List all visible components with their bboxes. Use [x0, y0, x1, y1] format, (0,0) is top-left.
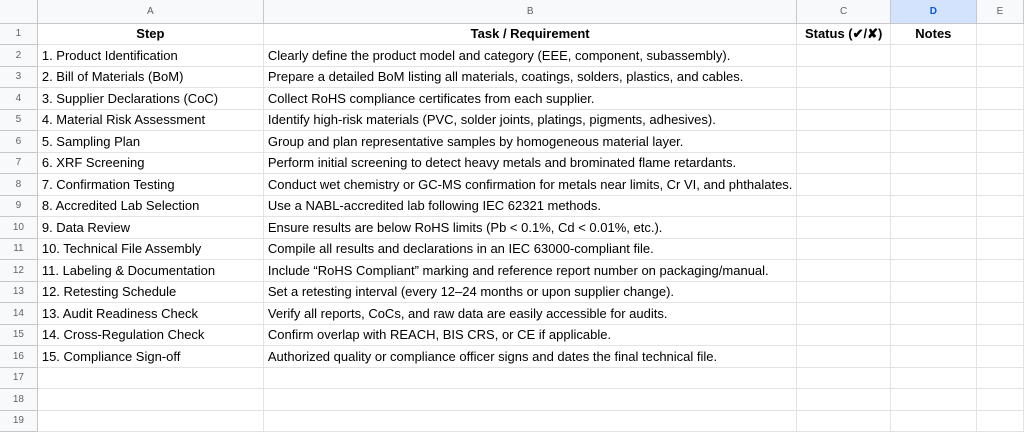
cell-empty[interactable]: [976, 45, 1023, 67]
cell-empty[interactable]: [976, 260, 1023, 282]
cell-empty[interactable]: [976, 66, 1023, 88]
row-number[interactable]: 18: [0, 389, 37, 411]
cell-notes[interactable]: [890, 303, 976, 325]
cell-status[interactable]: [797, 195, 890, 217]
cell-task[interactable]: Include “RoHS Compliant” marking and reference report number on packaging/manual.: [263, 260, 797, 282]
table-row: [0, 367, 1024, 389]
cell-notes[interactable]: [890, 281, 976, 303]
cell-notes[interactable]: [890, 88, 976, 110]
row-number[interactable]: 3: [0, 66, 37, 88]
cell-notes[interactable]: [890, 260, 976, 282]
row-number[interactable]: 12: [0, 260, 37, 282]
cell-empty[interactable]: [890, 389, 976, 411]
row-number[interactable]: 15: [0, 324, 37, 346]
cell-step[interactable]: 6. XRF Screening: [37, 152, 263, 174]
cell-notes[interactable]: [890, 174, 976, 196]
cell-header-status[interactable]: Status (✔/✘): [797, 23, 890, 45]
cell-empty[interactable]: [976, 324, 1023, 346]
cell-task[interactable]: Authorized quality or compliance officer signs and dates the final technical file.: [263, 346, 797, 368]
cell-notes[interactable]: [890, 238, 976, 260]
cell-empty[interactable]: [890, 410, 976, 432]
column-header-row: [0, 0, 1024, 23]
column-header-e[interactable]: E: [976, 0, 1023, 23]
cell-step[interactable]: 7. Confirmation Testing: [37, 174, 263, 196]
cell-task[interactable]: Set a retesting interval (every 12–24 months or upon supplier change).: [263, 281, 797, 303]
cell-empty[interactable]: [797, 367, 890, 389]
row-number[interactable]: 8: [0, 174, 37, 196]
cell-step[interactable]: 4. Material Risk Assessment: [37, 109, 263, 131]
row-number[interactable]: 4: [0, 88, 37, 110]
cell-notes[interactable]: [890, 346, 976, 368]
cell-status[interactable]: [797, 174, 890, 196]
table-row: [0, 281, 1024, 303]
cell-notes[interactable]: [890, 109, 976, 131]
cell-empty[interactable]: [797, 389, 890, 411]
cell-step[interactable]: 11. Labeling & Documentation: [37, 260, 263, 282]
cell-notes[interactable]: [890, 66, 976, 88]
cell-empty[interactable]: [976, 238, 1023, 260]
cell-header-step[interactable]: Step: [37, 23, 263, 45]
cell-empty[interactable]: [976, 131, 1023, 153]
table-row: [0, 303, 1024, 325]
row-number[interactable]: 9: [0, 195, 37, 217]
cell-notes[interactable]: [890, 324, 976, 346]
cell-status[interactable]: [797, 324, 890, 346]
table-row: [0, 131, 1024, 153]
table-row: [0, 66, 1024, 88]
cell-empty[interactable]: [976, 410, 1023, 432]
cell-status[interactable]: [797, 109, 890, 131]
cell-empty[interactable]: [263, 367, 797, 389]
row-number[interactable]: 6: [0, 131, 37, 153]
cell-task[interactable]: Use a NABL-accredited lab following IEC 62321 methods.: [263, 195, 797, 217]
table-row: [0, 217, 1024, 239]
column-header-b[interactable]: B: [263, 0, 797, 23]
cell-empty[interactable]: [37, 410, 263, 432]
cell-status[interactable]: [797, 281, 890, 303]
cell-notes[interactable]: [890, 217, 976, 239]
row-number[interactable]: 11: [0, 238, 37, 260]
table-row: [0, 389, 1024, 411]
cell-empty[interactable]: [976, 174, 1023, 196]
column-header-c[interactable]: C: [797, 0, 890, 23]
cell-status[interactable]: [797, 88, 890, 110]
row-number[interactable]: 2: [0, 45, 37, 67]
cell-status[interactable]: [797, 260, 890, 282]
column-header-d[interactable]: D: [890, 0, 976, 23]
cell-step[interactable]: 15. Compliance Sign-off: [37, 346, 263, 368]
row-number[interactable]: 10: [0, 217, 37, 239]
cell-step[interactable]: 14. Cross-Regulation Check: [37, 324, 263, 346]
cell-notes[interactable]: [890, 131, 976, 153]
cell-step[interactable]: 1. Product Identification: [37, 45, 263, 67]
cell-status[interactable]: [797, 45, 890, 67]
cell-status[interactable]: [797, 152, 890, 174]
cell-empty[interactable]: [976, 389, 1023, 411]
cell-task[interactable]: Confirm overlap with REACH, BIS CRS, or CE if applicable.: [263, 324, 797, 346]
select-all-corner[interactable]: [0, 0, 37, 23]
header-data-row: [0, 23, 1024, 45]
cell-empty[interactable]: [976, 303, 1023, 325]
cell-empty[interactable]: [976, 23, 1023, 45]
cell-status[interactable]: [797, 346, 890, 368]
cell-status[interactable]: [797, 131, 890, 153]
cell-empty[interactable]: [37, 367, 263, 389]
row-number[interactable]: 5: [0, 109, 37, 131]
cell-task[interactable]: Collect RoHS compliance certificates from each supplier.: [263, 88, 797, 110]
table-row: [0, 88, 1024, 110]
cell-step[interactable]: 5. Sampling Plan: [37, 131, 263, 153]
cell-task[interactable]: Ensure results are below RoHS limits (Pb < 0.1%, Cd < 0.01%, etc.).: [263, 217, 797, 239]
table-row: [0, 174, 1024, 196]
cell-empty[interactable]: [890, 367, 976, 389]
cell-empty[interactable]: [976, 281, 1023, 303]
cell-empty[interactable]: [976, 217, 1023, 239]
cell-empty[interactable]: [976, 152, 1023, 174]
row-number[interactable]: 19: [0, 410, 37, 432]
cell-task[interactable]: Clearly define the product model and category (EEE, component, subassembly).: [263, 45, 797, 67]
table-row: [0, 238, 1024, 260]
cell-notes[interactable]: [890, 45, 976, 67]
cell-notes[interactable]: [890, 195, 976, 217]
table-row: [0, 260, 1024, 282]
table-row: [0, 195, 1024, 217]
row-number[interactable]: 17: [0, 367, 37, 389]
cell-status[interactable]: [797, 217, 890, 239]
cell-empty[interactable]: [37, 389, 263, 411]
cell-task[interactable]: Verify all reports, CoCs, and raw data are easily accessible for audits.: [263, 303, 797, 325]
cell-task[interactable]: Perform initial screening to detect heavy metals and brominated flame retardants.: [263, 152, 797, 174]
cell-step[interactable]: 12. Retesting Schedule: [37, 281, 263, 303]
cell-empty[interactable]: [976, 88, 1023, 110]
row-number[interactable]: 14: [0, 303, 37, 325]
table-row: [0, 324, 1024, 346]
cell-step[interactable]: 8. Accredited Lab Selection: [37, 195, 263, 217]
table-row: [0, 109, 1024, 131]
cell-step[interactable]: 3. Supplier Declarations (CoC): [37, 88, 263, 110]
cell-empty[interactable]: [976, 367, 1023, 389]
cell-status[interactable]: [797, 303, 890, 325]
cell-task[interactable]: Identify high-risk materials (PVC, solder joints, platings, pigments, adhesives).: [263, 109, 797, 131]
cell-empty[interactable]: [263, 389, 797, 411]
cell-empty[interactable]: [976, 346, 1023, 368]
table-row: [0, 45, 1024, 67]
cell-step[interactable]: 9. Data Review: [37, 217, 263, 239]
cell-status[interactable]: [797, 66, 890, 88]
row-number[interactable]: 7: [0, 152, 37, 174]
cell-task[interactable]: Compile all results and declarations in an IEC 63000-compliant file.: [263, 238, 797, 260]
cell-empty[interactable]: [976, 195, 1023, 217]
cell-header-notes[interactable]: Notes: [890, 23, 976, 45]
cell-notes[interactable]: [890, 152, 976, 174]
cell-step[interactable]: 10. Technical File Assembly: [37, 238, 263, 260]
cell-status[interactable]: [797, 238, 890, 260]
cell-step[interactable]: 2. Bill of Materials (BoM): [37, 66, 263, 88]
cell-task[interactable]: Prepare a detailed BoM listing all materials, coatings, solders, plastics, and cables.: [263, 66, 797, 88]
cell-empty[interactable]: [263, 410, 797, 432]
table-row: [0, 152, 1024, 174]
cell-empty[interactable]: [797, 410, 890, 432]
cell-empty[interactable]: [976, 109, 1023, 131]
cell-header-task[interactable]: Task / Requirement: [263, 23, 797, 45]
cell-step[interactable]: 13. Audit Readiness Check: [37, 303, 263, 325]
cell-task[interactable]: Group and plan representative samples by homogeneous material layer.: [263, 131, 797, 153]
row-number[interactable]: 16: [0, 346, 37, 368]
row-number[interactable]: 1: [0, 23, 37, 45]
row-number[interactable]: 13: [0, 281, 37, 303]
cell-task[interactable]: Conduct wet chemistry or GC-MS confirmation for metals near limits, Cr VI, and phthalates.: [263, 174, 797, 196]
column-header-a[interactable]: A: [37, 0, 263, 23]
table-row: [0, 346, 1024, 368]
table-row: [0, 410, 1024, 432]
